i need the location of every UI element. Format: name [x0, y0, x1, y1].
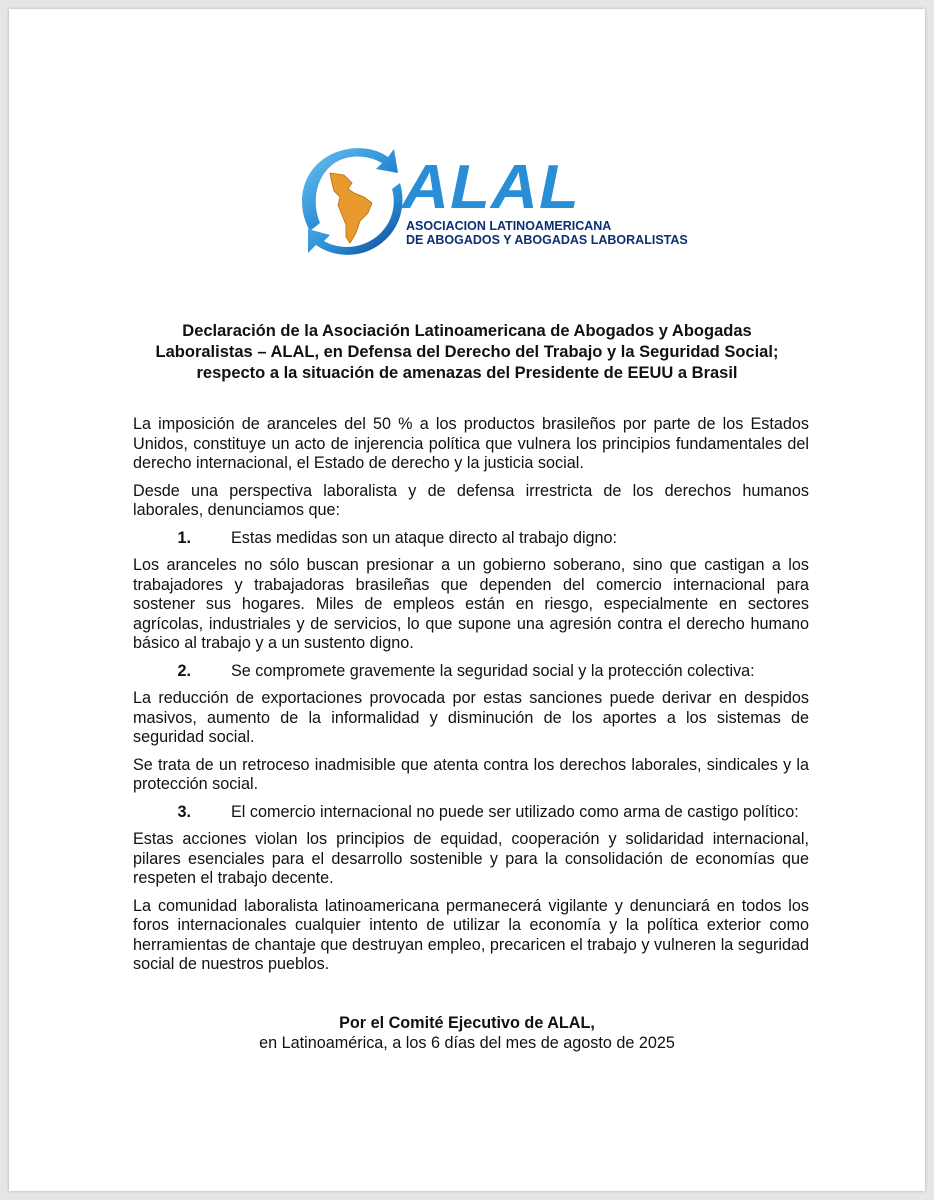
- paragraph-intro: La imposición de aranceles del 50 % a los productos brasileños por parte de los Estados Unidos, constituye un acto de injerencia política que vulnera los principios fundamentales del derecho internacional, el Estado de derecho y la justicia social.: [133, 415, 809, 472]
- item-heading: El comercio internacional no puede ser utilizado como arma de castigo político:: [231, 802, 799, 821]
- item-number: 3.: [177, 802, 191, 821]
- item-heading: Se compromete gravemente la seguridad social y la protección colectiva:: [231, 661, 755, 680]
- item-number: 1.: [177, 528, 191, 547]
- numbered-item-1: [133, 529, 809, 549]
- logo-acronym: ALAL: [402, 153, 580, 222]
- declaration-title: [109, 321, 825, 384]
- signature-block: [109, 1013, 825, 1053]
- latin-america-globe-icon: [292, 139, 410, 263]
- signature-line-1: Por el Comité Ejecutivo de ALAL,: [339, 1014, 595, 1032]
- logo-subtitle-line1: ASOCIACION LATINOAMERICANA: [406, 219, 612, 233]
- title-line-2: Laboralistas – ALAL, en Defensa del Derecho del Trabajo y la Seguridad Social;: [155, 343, 779, 361]
- alal-logo: [292, 139, 688, 263]
- paragraph-closing: La comunidad laboralista latinoamericana permanecerá vigilante y denunciará en todos los foros internacionales cualquier intento de utilizar la economía y la política exterior como herramientas de chantaje que destruyan empleo, precaricen el trabajo y vulneren la seguridad social de nuestros pueblos.: [133, 896, 809, 973]
- title-line-3: respecto a la situación de amenazas del Presidente de EEUU a Brasil: [196, 364, 738, 382]
- paragraph-item2-body1: La reducción de exportaciones provocada por estas sanciones puede derivar en despidos masivos, aumento de la informalidad y disminución de los aportes a los sistemas de seguridad social.: [133, 689, 809, 746]
- logo-subtitle-line2: DE ABOGADOS Y ABOGADAS LABORALISTAS: [406, 233, 688, 247]
- paragraph-item2-body2: Se trata de un retroceso inadmisible que atenta contra los derechos laborales, sindicales y la protección social.: [133, 755, 809, 793]
- signature-line-2: en Latinoamérica, a los 6 días del mes de agosto de 2025: [259, 1034, 675, 1052]
- document-page: [9, 9, 925, 1191]
- title-line-1: Declaración de la Asociación Latinoamericana de Abogados y Abogadas: [182, 322, 752, 340]
- item-number: 2.: [177, 661, 191, 680]
- paragraph-perspective: Desde una perspectiva laboralista y de defensa irrestricta de los derechos humanos laborales, denunciamos que:: [133, 481, 809, 519]
- declaration-body: [133, 415, 809, 983]
- paragraph-item1-body: Los aranceles no sólo buscan presionar a un gobierno soberano, sino que castigan a los trabajadores y trabajadoras brasileñas que dependen del comercio internacional para sostener sus hogares. Miles de empleos están en riesgo, especialmente en sectores agrícolas, industriales y de servicios, lo que supone una agresión contra el derecho humano básico al trabajo y a un sustento digno.: [133, 556, 809, 652]
- numbered-item-3: [133, 803, 809, 823]
- numbered-item-2: [133, 662, 809, 682]
- paragraph-item3-body: Estas acciones violan los principios de equidad, cooperación y solidaridad internacional, pilares esenciales para el desarrollo sostenible y para la consolidación de economías que respeten el trabajo decente.: [133, 830, 809, 887]
- item-heading: Estas medidas son un ataque directo al trabajo digno:: [231, 528, 618, 547]
